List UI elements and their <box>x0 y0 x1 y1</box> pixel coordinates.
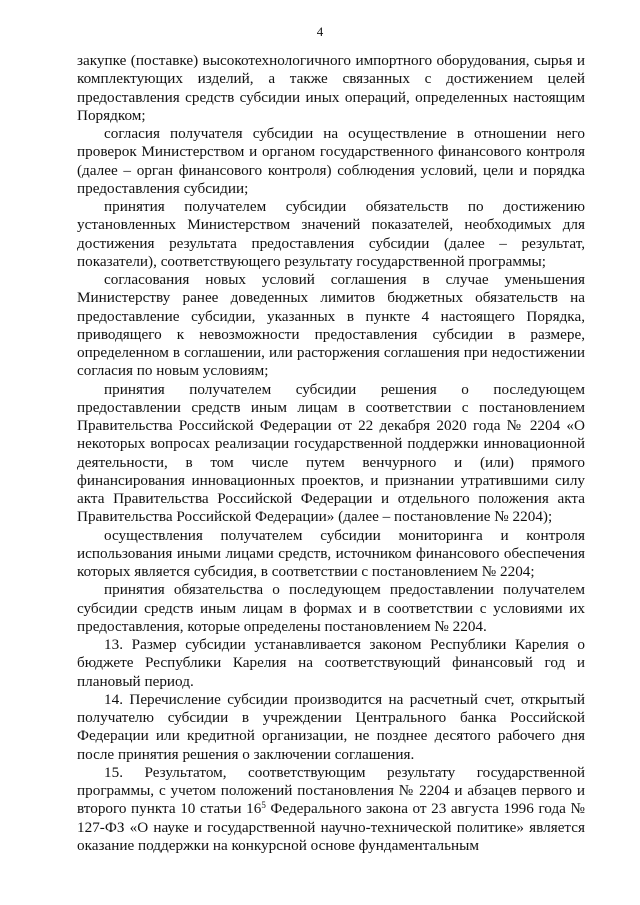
paragraph-item-15-part-1: 15. Результатом, соответствующим результату государственной программы, с учетом положений постановления № 2204 и абзацев первого и второго пункта 10 статьи 16 <box>77 763 585 818</box>
paragraph-obligations-indicators: принятия получателем субсидии обязательств по достижению установленных Министерством значений показателей, необходимых для достижения результата предоставления субсидии (далее – результат, показатели), соответствующего результату государственной программы; <box>77 198 585 270</box>
paragraph-decision-2204: принятия получателем субсидии решения о последующем предоставлении средств иным лицам в соответствии с постановлением Правительства Российской Федерации от 22 декабря 2020 года № 2204 «О некоторых вопросах реализации государственной поддержки инновационной деятельности, в том числе путем венчурного и (или) прямого финансирования инновационных проектов, и признании утратившими силу акта Правительства Российской Федерации и отдельного положения акта Правительства Российской Федерации» (далее – постановление № 2204); <box>77 380 585 526</box>
paragraph-continuation: закупке (поставке) высокотехнологичного импортного оборудования, сырья и комплектующих изделий, а также связанных с достижением целей предоставления средств субсидии иных операций, определенных настоящим Порядком; <box>77 52 585 124</box>
paragraph-consent-inspections: согласия получателя субсидии на осуществление в отношении него проверок Министерством и органом государственного финансового контроля (далее – орган финансового контроля) соблюдения условий, цели и порядка предоставления субсидии; <box>77 125 585 197</box>
paragraph-item-15-part-2: Федерального закона от 23 августа 1996 года № 127-ФЗ «О науке и государственной научно-технической политике» является оказание поддержки на конкурсной основе фундаментальным <box>77 800 585 854</box>
paragraph-item-14: 14. Перечисление субсидии производится на расчетный счет, открытый получателю субсидии в учреждении Центрального банка Российской Федерации или кредитной организации, не позднее десятого рабочего дня после принятия решения о заключении соглашения. <box>77 690 585 763</box>
paragraph-new-terms: согласования новых условий соглашения в случае уменьшения Министерству ранее доведенных лимитов бюджетных обязательств на предоставление субсидии, указанных в пункте 4 настоящего Порядка, приводящего к невозможности предоставления субсидии в размере, определенном в соглашении, или расторжения соглашения при недостижении согласия по новым условиям; <box>77 271 585 380</box>
paragraph-item-15 <box>77 764 585 855</box>
document-body <box>77 52 585 855</box>
article-superscript: 5 <box>261 800 266 811</box>
paragraph-obligation-forms: принятия обязательства о последующем предоставлении получателем субсидии средств иным лицам в формах и в соответствии с условиями их предоставления, которые определены постановлением № 2204. <box>77 581 585 635</box>
paragraph-monitoring: осуществления получателем субсидии мониторинга и контроля использования иными лицами средств, источником финансового обеспечения которых является субсидия, в соответствии с постановлением № 2204; <box>77 526 585 580</box>
page-number: 4 <box>316 24 324 39</box>
paragraph-item-13: 13. Размер субсидии устанавливается законом Республики Карелия о бюджете Республики Карелия на соответствующий финансовый год и плановый период. <box>77 636 585 690</box>
